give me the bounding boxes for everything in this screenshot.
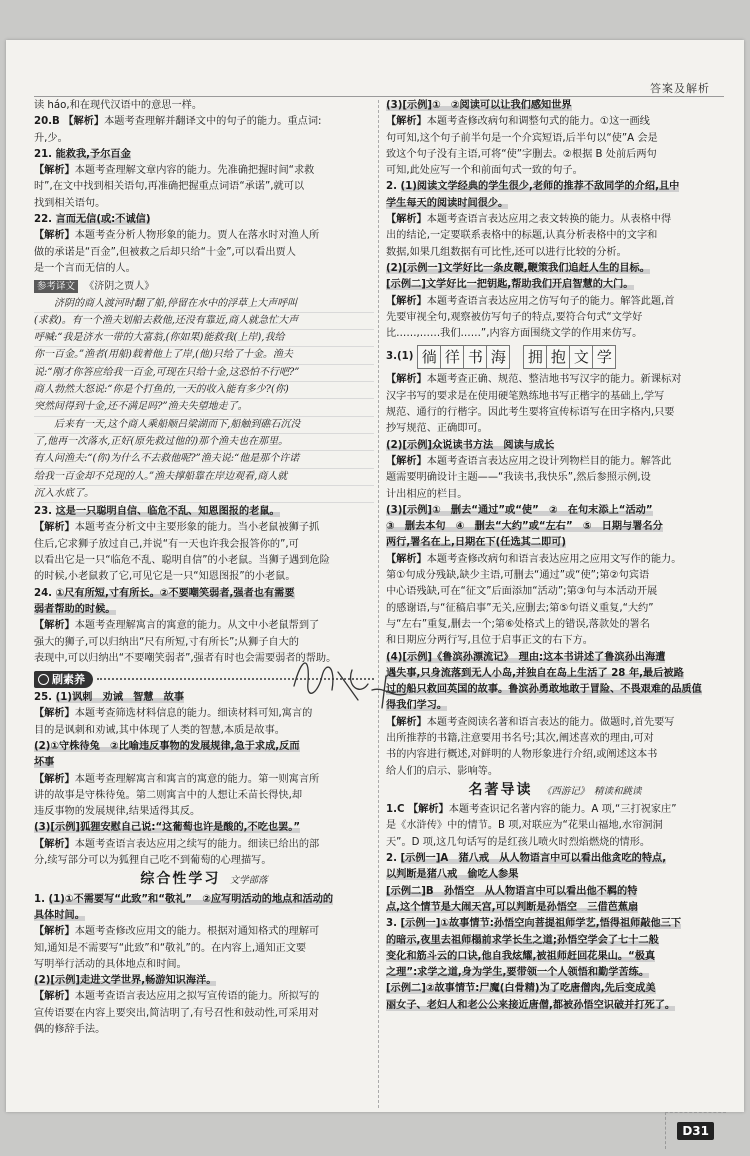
reference-line: (求救)。有一个渔夫划船去救他,还没有靠近,商人就急忙大声 bbox=[34, 313, 374, 330]
answer-line bbox=[386, 310, 724, 326]
answer-line bbox=[386, 568, 724, 584]
question-number: 21. bbox=[34, 148, 56, 160]
explanation-text: 偶的修辞手法。 bbox=[34, 1024, 106, 1036]
answer-text: (1)阅读文学经典的学生很少,老师的推荐不敌同学的介绍,且中 bbox=[400, 181, 680, 193]
answer-line bbox=[34, 504, 374, 520]
reference-line: 给我一百金却不兑现的人。”渔夫撑船靠在岸边观看,商人就 bbox=[34, 469, 374, 486]
explanation-text: 本题考查修改应用文的能力。根据对通知格式的理解可 bbox=[74, 926, 320, 938]
answer-text: 以判断是猪八戒 偷吃人参果 bbox=[386, 869, 519, 881]
explanation-text: 出所推荐的书籍,注意要用书名号;其次,阐述喜欢的理由,可对 bbox=[386, 732, 654, 744]
left-column bbox=[34, 98, 374, 1038]
answer-text: 得我们学习。 bbox=[386, 700, 448, 712]
answer-line bbox=[34, 618, 374, 634]
calligraphy-grid-1 bbox=[417, 345, 509, 369]
explanation-text: 给人们的启示、影响等。 bbox=[386, 765, 499, 777]
answer-line bbox=[386, 965, 724, 981]
explanation-text: 书的内容进行概述,对鲜明的人物形象进行介绍,或阐述这本书 bbox=[386, 749, 658, 761]
answer-line bbox=[386, 503, 724, 519]
reference-line: 沉入水底了。 bbox=[34, 486, 374, 503]
header-rule bbox=[34, 96, 724, 97]
answer-line bbox=[34, 602, 374, 618]
answer-line bbox=[386, 98, 724, 114]
calligraphy-row bbox=[386, 345, 724, 369]
answer-line bbox=[386, 552, 724, 568]
explanation-text: 第①句成分残缺,缺少主语,可删去“通过”或“使”;第②句宾语 bbox=[386, 570, 650, 582]
answer-text: (3)[示例]狐狸安慰自己说:“这葡萄也许是酸的,不吃也罢。” bbox=[34, 822, 301, 834]
answer-line bbox=[34, 212, 374, 228]
answer-line bbox=[386, 981, 724, 997]
reference-title: 《济阴之贾人》 bbox=[84, 281, 155, 293]
answer-line bbox=[34, 1022, 374, 1038]
answer-text: (2)[示例一]文学好比一条皮鞭,鞭策我们追赶人生的目标。 bbox=[386, 262, 650, 274]
explanation-text: 本题考查理解并翻译文中的句子的能力。重点词: bbox=[104, 116, 322, 128]
explanation-text: 找到相关语句。 bbox=[34, 197, 106, 209]
answer-line bbox=[386, 933, 724, 949]
answer-line bbox=[386, 535, 724, 551]
answer-line bbox=[34, 804, 374, 820]
answer-line bbox=[386, 212, 724, 228]
answer-line bbox=[386, 114, 724, 130]
reference-translation bbox=[34, 279, 374, 503]
explanation-text: 本题考查筛选材料信息的能力。细读材料可知,寓言的 bbox=[74, 708, 313, 720]
explanation-text: 本题考查识记名著内容的能力。A 项,“三打祝家庄” bbox=[448, 804, 677, 816]
analysis-tag: 【解析】 bbox=[386, 214, 427, 226]
answer-line bbox=[34, 196, 374, 212]
left-answers-block-1 bbox=[34, 98, 374, 277]
answer-line bbox=[386, 245, 724, 261]
answer-line bbox=[34, 131, 374, 147]
question-number: 2. bbox=[386, 853, 401, 865]
page-number: D31 bbox=[677, 1122, 714, 1140]
calligraphy-cell: 学 bbox=[592, 345, 616, 369]
calligraphy-cell: 徉 bbox=[440, 345, 464, 369]
answer-line bbox=[386, 438, 724, 454]
answer-line bbox=[34, 1006, 374, 1022]
answer-text: (1)讽刺 劝诫 智慧 故事 bbox=[55, 692, 185, 704]
answer-line bbox=[386, 900, 724, 916]
explanation-text: 可知,此处应写一个和前面句式一致的句子。 bbox=[386, 165, 583, 177]
right-column bbox=[386, 98, 724, 1014]
section-heading-subtitle: 文学部落 bbox=[229, 875, 268, 887]
answer-line bbox=[386, 851, 724, 867]
explanation-text: 目的是讽刺和劝诫,其中体现了人类的智慧,本质是故事。 bbox=[34, 724, 285, 736]
answer-line bbox=[34, 908, 374, 924]
analysis-tag: 【解析】 bbox=[34, 708, 75, 720]
brush-icon bbox=[38, 674, 49, 685]
explanation-text: 本题考查理解文章内容的能力。先准确把握时间“求救 bbox=[74, 165, 315, 177]
section-badge-label: 刷素养 bbox=[52, 672, 85, 686]
answer-line bbox=[386, 131, 724, 147]
answer-text: [示例一]①故事情节:孙悟空向菩提祖师学艺,悟得祖师敲他三下 bbox=[400, 918, 682, 930]
answer-text: 言而无信(或:不诚信) bbox=[55, 214, 151, 226]
explanation-text: 本题考查修改病句和调整句式的能力。①这一画线 bbox=[426, 116, 650, 128]
answer-line bbox=[34, 537, 374, 553]
answer-line bbox=[34, 788, 374, 804]
answer-line bbox=[34, 853, 374, 869]
analysis-tag: 【解析】 bbox=[34, 522, 75, 534]
explanation-text: 讲的故事是守株待兔。第二则寓言中的人想让禾苗长得快,却 bbox=[34, 789, 303, 801]
answer-line bbox=[34, 245, 374, 261]
handwritten-scribble bbox=[288, 646, 418, 726]
explanation-text: 汉字书写的要求是在使用硬笔熟练地书写正楷字的基础上,学写 bbox=[386, 390, 665, 402]
answer-text: 坏事 bbox=[34, 757, 55, 769]
explanation-text: 时”,在文中找到相关语句,再准确把握重点词语“承诺”,就可以 bbox=[34, 181, 305, 193]
explanation-text: 是《水浒传》中的情节。B 项,对联应为“花果山福地,水帘洞洞 bbox=[386, 820, 663, 832]
answer-line bbox=[386, 802, 724, 818]
explanation-text: 本题考查分析文中主要形象的能力。当小老鼠被狮子抓 bbox=[74, 522, 320, 534]
answer-line bbox=[34, 941, 374, 957]
explanation-text: 致这个句子没有主语,可将“使”字删去。②根据 B 处前后两句 bbox=[386, 148, 657, 160]
answer-text: (2)[示例]走进文学世界,畅游知识海洋。 bbox=[34, 975, 217, 987]
answer-line bbox=[34, 553, 374, 569]
explanation-text: 题需要明确设计主题——“我读书,我快乐”,然后参照示例,设 bbox=[386, 472, 651, 484]
section-heading-reading-title: 名著导读 bbox=[468, 781, 533, 798]
answer-text: (2)①守株待兔 ②比喻违反事物的发展规律,急于求成,反而 bbox=[34, 740, 300, 752]
answer-line bbox=[386, 196, 724, 212]
analysis-tag: 【解析】 bbox=[386, 295, 427, 307]
answer-line bbox=[386, 405, 724, 421]
answer-text: 变化和筋斗云的口诀,他自我炫耀,被祖师赶回花果山。“极真 bbox=[386, 950, 656, 962]
answer-line bbox=[34, 586, 374, 602]
right-answers-block-2 bbox=[386, 372, 724, 779]
calligraphy-cell: 书 bbox=[463, 345, 487, 369]
answer-line bbox=[386, 326, 724, 342]
section-heading-reading bbox=[386, 782, 724, 800]
analysis-tag: 【解析】 bbox=[386, 553, 427, 565]
answer-line bbox=[386, 884, 724, 900]
question-number: 1.C bbox=[386, 804, 408, 816]
explanation-text: 的时候,小老鼠救了它,可见它是一只“知恩图报”的小老鼠。 bbox=[34, 571, 296, 583]
question-number: 24. bbox=[34, 587, 56, 599]
explanation-text: 以看出它是一只“临危不乱、聪明自信”的小老鼠。当狮子遇到危险 bbox=[34, 555, 330, 567]
explanation-text: 分,续写部分可以为狐狸自己吃不到葡萄的心理描写。 bbox=[34, 855, 272, 867]
question-number: 1. bbox=[34, 893, 49, 905]
calligraphy-grid-2 bbox=[523, 345, 615, 369]
answer-text: [示例二]文学好比一把钥匙,帮助我们开启智慧的大门。 bbox=[386, 279, 634, 291]
analysis-tag: 【解析】 bbox=[407, 804, 449, 816]
question-number: 22. bbox=[34, 214, 56, 226]
answer-line bbox=[34, 973, 374, 989]
answer-text: (3)[示例]① 删去“通过”或“使” ② 在句末添上“活动” bbox=[386, 504, 653, 516]
calligraphy-cell: 抱 bbox=[546, 345, 570, 369]
answer-text: 这是一只聪明自信、临危不乱、知恩图报的老鼠。 bbox=[55, 506, 280, 518]
answer-text: (4)[示例]《鲁滨孙漂流记》 理由:这本书讲述了鲁滨孙出海遭 bbox=[386, 651, 666, 663]
answer-line bbox=[34, 837, 374, 853]
explanation-text: 升,少。 bbox=[34, 132, 68, 144]
answer-line bbox=[386, 470, 724, 486]
question-number: 3. bbox=[386, 918, 401, 930]
analysis-tag: 【解析】 bbox=[34, 230, 75, 242]
answer-line bbox=[386, 998, 724, 1014]
answer-text: (1)①不需要写“此致”和“敬礼” ②应写明活动的地点和活动的 bbox=[48, 893, 334, 905]
answer-text: (2)[示例]众说读书方法 阅读与成长 bbox=[386, 439, 555, 451]
answer-line bbox=[386, 764, 724, 780]
answer-line bbox=[386, 682, 724, 698]
answer-text: ③ 删去本句 ④ 删去“大约”或“左右” ⑤ 日期与署名分 bbox=[386, 521, 663, 533]
answer-text: 丽女子、老妇人和老公公来接近唐僧,都被孙悟空识破并打死了。 bbox=[386, 999, 676, 1011]
answer-text: 之理”:求学之道,身为学生,要带领一个人领悟和勤学苦练。 bbox=[386, 967, 650, 979]
answer-line bbox=[386, 633, 724, 649]
explanation-text: 比……,……我们……”,内容方面围绕文学的作用来仿写。 bbox=[386, 328, 643, 340]
answer-text: 遇失事,只身流落到无人小岛,并独自在岛上生活了 28 年,最后被路 bbox=[386, 667, 684, 679]
answer-line bbox=[34, 739, 374, 755]
explanation-text: 的感谢语,与“征稿启事”无关,应删去;第⑤句语义重复,“大约” bbox=[386, 602, 654, 614]
answer-line bbox=[34, 755, 374, 771]
explanation-text: 计出相应的栏目。 bbox=[386, 488, 468, 500]
section-heading-title: 综合性学习 bbox=[140, 871, 221, 888]
header-title: 答案及解析 bbox=[650, 82, 710, 95]
analysis-tag: 【解析】 bbox=[34, 620, 75, 632]
answer-line bbox=[34, 163, 374, 179]
answer-text: 的暗示,夜里去祖师榻前求学长生之道;孙悟空学会了七十二般 bbox=[386, 934, 659, 946]
answer-line bbox=[34, 114, 374, 130]
answer-line bbox=[34, 820, 374, 836]
reference-line: 有人问渔夫:“(你)为什么不去救他呢?”渔夫说:“他是那个许诺 bbox=[34, 451, 374, 468]
explanation-text: 本题考查语言表达应用之设计列物栏目的能力。解答此 bbox=[426, 455, 672, 467]
explanation-text: 表现中,可以归纳出“不要嘲笑弱者”,强者有时也会需要弱者的帮助。 bbox=[34, 652, 337, 664]
section-heading bbox=[34, 871, 374, 889]
section-badge bbox=[34, 671, 93, 688]
reference-line: 呼喊:“我是济水一带的大富翁,(你如果)能救我(上岸),我给 bbox=[34, 330, 374, 347]
answer-text: 点,这个情节是大闹天宫,可以判断是孙悟空 三借芭蕉扇 bbox=[386, 901, 639, 913]
answer-line bbox=[386, 277, 724, 293]
explanation-text: 天”。D 项,这几句话写的是红孩儿喷火时烈焰燃烧的情形。 bbox=[386, 836, 651, 848]
answer-line bbox=[386, 715, 724, 731]
analysis-tag: 【解析】 bbox=[34, 773, 75, 785]
left-answers-block-4 bbox=[34, 892, 374, 1039]
answer-text: [示例二]B 孙悟空 从人物语言中可以看出他不羁的特 bbox=[386, 885, 638, 897]
explanation-text: 本题考查分析人物形象的能力。贾人在落水时对渔人所 bbox=[74, 230, 320, 242]
analysis-tag: 【解析】 bbox=[386, 374, 427, 386]
answer-line bbox=[386, 949, 724, 965]
answer-text: ①尺有所短,寸有所长。②不要嘲笑弱者,强者也有需要 bbox=[55, 587, 295, 599]
answer-line bbox=[34, 520, 374, 536]
analysis-tag: 【解析】 bbox=[63, 116, 105, 128]
answer-line bbox=[34, 261, 374, 277]
explanation-text: 本题考查语言表达应用之表文转换的能力。从表格中得 bbox=[426, 214, 672, 226]
explanation-text: 本题考查语言表达应用之仿写句子的能力。解答此题,首 bbox=[426, 295, 675, 307]
explanation-text: 出的结论,一定要联系表格中的标题,认真分析表格中的文字和 bbox=[386, 230, 658, 242]
section-heading-reading-subtitle: 《西游记》 精读和跳读 bbox=[541, 785, 642, 797]
answer-line bbox=[386, 163, 724, 179]
explanation-text: 住后,它求狮子放过自己,并说“有一天也许我会报答你的”,可 bbox=[34, 538, 299, 550]
answer-line bbox=[386, 487, 724, 503]
explanation-text: 写明举行活动的具体地点和时间。 bbox=[34, 958, 187, 970]
answer-text: 两行,署名在上,日期在下(任选其二即可) bbox=[386, 537, 567, 549]
answer-line bbox=[386, 372, 724, 388]
explanation-text: 本题考查修改病句和语言表达应用之应用文写作的能力。 bbox=[426, 553, 682, 565]
answer-line bbox=[386, 818, 724, 834]
explanation-text: 和日期应分两行写,且位于启事正文的右下方。 bbox=[386, 635, 593, 647]
explanation-text: 规范、通行的行楷字。因此考生要将宣传标语写在田字格内,只要 bbox=[386, 407, 675, 419]
explanation-text: 宣传语要在内容上要突出,简洁明了,有号召性和鼓动性,可采用对 bbox=[34, 1007, 319, 1019]
answer-text: 弱者帮助的时候。 bbox=[34, 603, 116, 615]
answer-line bbox=[386, 454, 724, 470]
answer-line bbox=[386, 747, 724, 763]
explanation-text: 本题考查阅读名著和语言表达的能力。做题时,首先要写 bbox=[426, 716, 675, 728]
answer-line bbox=[386, 698, 724, 714]
answer-line bbox=[386, 421, 724, 437]
answer-line bbox=[386, 519, 724, 535]
answer-line bbox=[34, 98, 374, 114]
explanation-text: 本题考查语言表达应用之续写的能力。细读已给出的部 bbox=[74, 838, 320, 850]
calligraphy-cell: 文 bbox=[569, 345, 593, 369]
explanation-text: 本题考查正确、规范、整洁地书写汉字的能力。新课标对 bbox=[426, 374, 682, 386]
answer-line bbox=[386, 228, 724, 244]
explanation-text: 与“左右”重复,删去一个;第⑥处格式上的错误,落款处的署名 bbox=[386, 618, 650, 630]
answer-line bbox=[386, 835, 724, 851]
calligraphy-question: 3.(1) bbox=[386, 351, 414, 363]
explanation-text: 先要审视全句,观察被仿写句子的特点,要符合句式“文学好 bbox=[386, 311, 643, 323]
explanation-text: 本题考查语言表达应用之拟写宣传语的能力。所拟写的 bbox=[74, 991, 320, 1003]
explanation-text: 强大的狮子,可以归纳出“尺有所短,寸有所长”;从狮子自大的 bbox=[34, 636, 299, 648]
answer-line bbox=[386, 666, 724, 682]
answer-line bbox=[34, 228, 374, 244]
answer-line bbox=[386, 584, 724, 600]
question-number: 20.B bbox=[34, 116, 64, 128]
answer-line bbox=[386, 294, 724, 310]
answer-line bbox=[34, 989, 374, 1005]
question-number: 2. bbox=[386, 181, 401, 193]
reference-line: 你一百金。”渔者(用船)载着他上了岸,(他)只给了十金。渔夫 bbox=[34, 347, 374, 364]
explanation-text: 抄写规范、正确即可。 bbox=[386, 423, 488, 435]
right-answers-block-1 bbox=[386, 98, 724, 342]
explanation-text: 是一个言而无信的人。 bbox=[34, 262, 136, 274]
analysis-tag: 【解析】 bbox=[386, 455, 427, 467]
answer-line bbox=[34, 772, 374, 788]
explanation-text: 读 háo,和在现代汉语中的意思一样。 bbox=[34, 100, 203, 111]
explanation-text: 中心语残缺,可在“征文”后面添加“活动”;第③句与本活动开展 bbox=[386, 586, 658, 598]
answer-line bbox=[386, 916, 724, 932]
column-divider bbox=[378, 100, 379, 1108]
answer-text: [示例一]A 猪八戒 从人物语言中可以看出他贪吃的特点, bbox=[400, 853, 667, 865]
explanation-text: 本题考查理解寓言和寓言的寓意的能力。第一则寓言所 bbox=[74, 773, 320, 785]
answer-line bbox=[386, 867, 724, 883]
answer-text: 能救我,予尔百金 bbox=[55, 148, 131, 160]
left-answers-block-2 bbox=[34, 504, 374, 667]
calligraphy-cell: 海 bbox=[486, 345, 510, 369]
reference-line: 突然间得到十金,还不满足吗?”渔夫失望地走了。 bbox=[34, 399, 374, 416]
right-answers-block-3 bbox=[386, 802, 724, 1014]
answer-line bbox=[34, 892, 374, 908]
explanation-text: 本题考查理解寓言的寓意的能力。从文中小老鼠帮到了 bbox=[74, 620, 320, 632]
analysis-tag: 【解析】 bbox=[386, 716, 427, 728]
explanation-text: 违反事物的发展规律,结果适得其反。 bbox=[34, 806, 201, 818]
analysis-tag: 【解析】 bbox=[34, 838, 75, 850]
reference-label: 参考译文 bbox=[34, 280, 78, 293]
explanation-text: 知,通知是不需要写“此致”和“敬礼”的。在内容上,通知正文要 bbox=[34, 942, 307, 954]
question-number: 25. bbox=[34, 692, 56, 704]
reference-line: 了,他再一次落水,正好(原先救过他的)那个渔夫也在那里。 bbox=[34, 434, 374, 451]
answer-line bbox=[34, 569, 374, 585]
answer-text: (3)[示例]① ②阅读可以让我们感知世界 bbox=[386, 100, 572, 111]
answer-text: 过的船只救回英国的故事。鲁滨孙勇敢地敢于冒险、不畏艰难的品质值 bbox=[386, 684, 702, 696]
reference-line: 济阴的商人渡河时翻了船,停留在水中的浮草上大声呼叫 bbox=[34, 296, 374, 313]
explanation-text: 句可知,这个句子前半句是一个介宾短语,后半句以“使”A 会是 bbox=[386, 132, 658, 144]
answer-line bbox=[386, 261, 724, 277]
answer-line bbox=[386, 179, 724, 195]
answer-line bbox=[34, 179, 374, 195]
answer-line bbox=[386, 650, 724, 666]
answer-text: [示例二]②故事情节:尸魔(白骨精)为了吃唐僧肉,先后变成美 bbox=[386, 983, 656, 995]
explanation-text: 数据,如果几组数据有可比性,还可以进行比较的分析。 bbox=[386, 246, 627, 258]
calligraphy-cell: 徜 bbox=[417, 345, 441, 369]
calligraphy-cell: 拥 bbox=[523, 345, 547, 369]
answer-text: 具体时间。 bbox=[34, 909, 85, 921]
answer-line bbox=[386, 389, 724, 405]
question-number: 23. bbox=[34, 506, 56, 518]
analysis-tag: 【解析】 bbox=[386, 116, 427, 128]
reference-line: 商人勃然大怒说:“你是个打鱼的,一天的收入能有多少?(你) bbox=[34, 382, 374, 399]
answer-line bbox=[34, 924, 374, 940]
answer-line bbox=[386, 601, 724, 617]
analysis-tag: 【解析】 bbox=[34, 926, 75, 938]
answer-line bbox=[34, 957, 374, 973]
reference-line: 后来有一天,这个商人乘船顺吕梁湖而下,船触到礁石沉没 bbox=[34, 417, 374, 434]
answer-line bbox=[386, 617, 724, 633]
answer-line bbox=[34, 147, 374, 163]
answer-text: 学生每天的阅读时间很少。 bbox=[386, 197, 509, 209]
explanation-text: 做的承诺是“百金”,但被救之后却只给“十金”,可以看出贾人 bbox=[34, 246, 296, 258]
analysis-tag: 【解析】 bbox=[34, 991, 75, 1003]
reference-text bbox=[34, 296, 374, 504]
answer-line bbox=[386, 731, 724, 747]
analysis-tag: 【解析】 bbox=[34, 165, 75, 177]
answer-line bbox=[386, 147, 724, 163]
answer-page bbox=[6, 40, 744, 1138]
reference-line: 说:“刚才你答应给我一百金,可现在只给十金,这恐怕不行吧?” bbox=[34, 365, 374, 382]
